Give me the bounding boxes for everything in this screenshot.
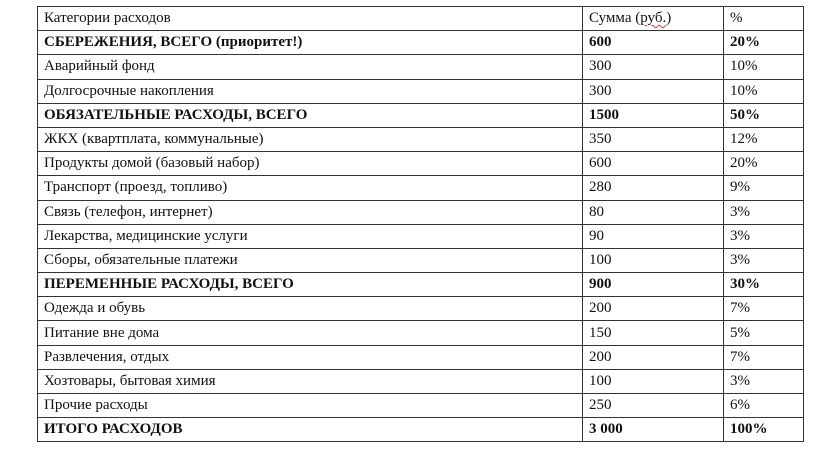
cell-percent: 3% — [724, 200, 804, 224]
cell-percent: 3% — [724, 369, 804, 393]
table-row — [38, 79, 804, 103]
cell-percent: 10% — [724, 55, 804, 79]
header-amount-suffix: ) — [666, 10, 672, 27]
cell-amount: 250 — [583, 394, 724, 418]
cell-category: Долгосрочные накопления — [38, 79, 583, 103]
cell-amount: 90 — [583, 224, 724, 248]
cell-percent: 7% — [724, 297, 804, 321]
cell-percent: 10% — [724, 79, 804, 103]
cell-percent: 6% — [724, 394, 804, 418]
cell-amount: 1500 — [583, 103, 724, 127]
cell-amount: 3 000 — [583, 418, 724, 442]
cell-amount: 150 — [583, 321, 724, 345]
cell-percent: 3% — [724, 248, 804, 272]
header-row — [38, 7, 804, 31]
expense-table-body — [38, 7, 804, 442]
table-row — [38, 248, 804, 272]
cell-percent: 20% — [724, 152, 804, 176]
cell-amount: 100 — [583, 369, 724, 393]
cell-category: Прочие расходы — [38, 394, 583, 418]
table-row-total — [38, 31, 804, 55]
cell-category: Продукты домой (базовый набор) — [38, 152, 583, 176]
table-row-total — [38, 103, 804, 127]
cell-amount: 100 — [583, 248, 724, 272]
header-category: Категории расходов — [38, 7, 583, 31]
cell-percent: 20% — [724, 31, 804, 55]
table-row-total — [38, 418, 804, 442]
cell-category: Одежда и обувь — [38, 297, 583, 321]
header-percent: % — [724, 7, 804, 31]
cell-amount: 300 — [583, 55, 724, 79]
cell-category: Транспорт (проезд, топливо) — [38, 176, 583, 200]
cell-percent: 7% — [724, 345, 804, 369]
table-row — [38, 127, 804, 151]
table-row — [38, 224, 804, 248]
cell-amount: 900 — [583, 273, 724, 297]
table-row — [38, 369, 804, 393]
cell-amount: 600 — [583, 152, 724, 176]
cell-category: ЖКХ (квартплата, коммунальные) — [38, 127, 583, 151]
cell-category: Развлечения, отдых — [38, 345, 583, 369]
cell-category: Лекарства, медицинские услуги — [38, 224, 583, 248]
table-row — [38, 55, 804, 79]
cell-amount: 350 — [583, 127, 724, 151]
cell-percent: 3% — [724, 224, 804, 248]
cell-amount: 80 — [583, 200, 724, 224]
cell-amount: 300 — [583, 79, 724, 103]
table-row — [38, 394, 804, 418]
table-row — [38, 200, 804, 224]
cell-amount: 200 — [583, 297, 724, 321]
cell-percent: 12% — [724, 127, 804, 151]
table-row — [38, 297, 804, 321]
table-row-total — [38, 273, 804, 297]
table-row — [38, 152, 804, 176]
cell-percent: 30% — [724, 273, 804, 297]
cell-amount: 280 — [583, 176, 724, 200]
cell-category: Связь (телефон, интернет) — [38, 200, 583, 224]
table-row — [38, 321, 804, 345]
cell-category: ОБЯЗАТЕЛЬНЫЕ РАСХОДЫ, ВСЕГО — [38, 103, 583, 127]
cell-category: Аварийный фонд — [38, 55, 583, 79]
cell-percent: 50% — [724, 103, 804, 127]
cell-category: Хозтовары, бытовая химия — [38, 369, 583, 393]
cell-amount: 200 — [583, 345, 724, 369]
cell-percent: 9% — [724, 176, 804, 200]
header-amount-unit: руб. — [640, 10, 667, 27]
cell-category: ИТОГО РАСХОДОВ — [38, 418, 583, 442]
table-row — [38, 345, 804, 369]
cell-category: Питание вне дома — [38, 321, 583, 345]
cell-amount: 600 — [583, 31, 724, 55]
expense-table — [37, 6, 804, 442]
cell-category: Сборы, обязательные платежи — [38, 248, 583, 272]
cell-percent: 5% — [724, 321, 804, 345]
cell-category: ПЕРЕМЕННЫЕ РАСХОДЫ, ВСЕГО — [38, 273, 583, 297]
cell-percent: 100% — [724, 418, 804, 442]
cell-category: СБЕРЕЖЕНИЯ, ВСЕГО (приоритет!) — [38, 31, 583, 55]
header-amount — [583, 7, 724, 31]
header-amount-prefix: Сумма ( — [589, 10, 641, 27]
table-row — [38, 176, 804, 200]
